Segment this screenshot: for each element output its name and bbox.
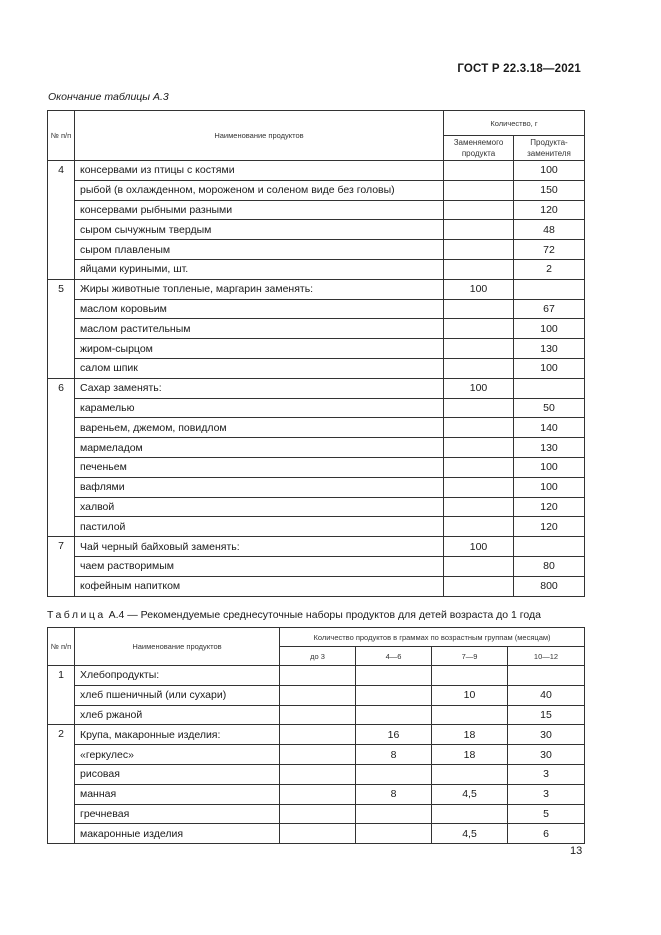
table-row [48,200,585,220]
replaced-quantity [444,259,514,279]
product-name: мармеладом [75,438,444,458]
substitute-quantity: 120 [514,517,585,537]
group-2-quantity [356,764,432,784]
replaced-quantity [444,477,514,497]
table-row [48,279,585,299]
group-2-quantity [356,705,432,725]
substitute-quantity: 120 [514,497,585,517]
group-3-quantity [432,666,508,686]
table-row [48,438,585,458]
row-number: 1 [48,666,75,725]
group-3-quantity: 4,5 [432,824,508,844]
replaced-quantity [444,556,514,576]
product-name: рисовая [75,764,280,784]
substitute-quantity: 120 [514,200,585,220]
header-quantity: Количество, г [444,111,585,136]
replaced-quantity [444,398,514,418]
substitute-quantity: 130 [514,339,585,359]
group-1-quantity [280,685,356,705]
table-row [48,666,585,686]
table2-caption-prefix: Таблица [47,609,106,621]
substitute-quantity [514,279,585,299]
table-row [48,804,585,824]
header2-group2: 4—6 [356,647,432,666]
table-row [48,378,585,398]
group-1-quantity [280,784,356,804]
header-replaced: Заменяемого продукта [444,136,514,161]
group-1-quantity [280,666,356,686]
replaced-quantity [444,438,514,458]
product-name: чаем растворимым [75,556,444,576]
group-2-quantity: 8 [356,745,432,765]
table-row [48,180,585,200]
product-name: яйцами куриными, шт. [75,259,444,279]
table-a4 [47,627,585,844]
table-row [48,576,585,596]
table-row [48,477,585,497]
substitute-quantity: 100 [514,319,585,339]
row-number: 7 [48,537,75,596]
product-name: гречневая [75,804,280,824]
table-row [48,705,585,725]
replaced-quantity [444,457,514,477]
group-4-quantity [508,666,585,686]
replaced-quantity: 100 [444,279,514,299]
header2-name: Наименование продуктов [75,628,280,666]
product-name: салом шпик [75,358,444,378]
group-2-quantity: 8 [356,784,432,804]
header-substitute: Продукта-заменителя [514,136,585,161]
substitute-quantity: 130 [514,438,585,458]
product-name: хлеб ржаной [75,705,280,725]
group-1-quantity [280,824,356,844]
product-name: Чай черный байховый заменять: [75,537,444,557]
group-1-quantity [280,745,356,765]
product-name: сыром плавленым [75,240,444,260]
substitute-quantity: 50 [514,398,585,418]
row-number: 5 [48,279,75,378]
group-4-quantity: 6 [508,824,585,844]
group-3-quantity: 4,5 [432,784,508,804]
group-2-quantity [356,685,432,705]
product-name: сыром сычужным твердым [75,220,444,240]
group-4-quantity: 3 [508,764,585,784]
replaced-quantity [444,180,514,200]
substitute-quantity: 150 [514,180,585,200]
table-row [48,497,585,517]
table-row [48,339,585,359]
replaced-quantity [444,319,514,339]
table-row [48,418,585,438]
row-number: 2 [48,725,75,844]
replaced-quantity [444,497,514,517]
replaced-quantity [444,576,514,596]
substitute-quantity [514,537,585,557]
header2-num: № п/п [48,628,75,666]
header-name: Наименование продуктов [75,111,444,161]
group-4-quantity: 30 [508,745,585,765]
replaced-quantity [444,299,514,319]
product-name: консервами из птицы с костями [75,161,444,181]
table-row [48,240,585,260]
standard-designation: ГОСТ Р 22.3.18—2021 [457,63,581,75]
table-row [48,725,585,745]
product-name: макаронные изделия [75,824,280,844]
product-name: карамелью [75,398,444,418]
table-row [48,824,585,844]
row-number: 4 [48,161,75,280]
group-2-quantity [356,804,432,824]
substitute-quantity: 100 [514,457,585,477]
row-number: 6 [48,378,75,536]
table-row [48,537,585,557]
substitute-quantity: 48 [514,220,585,240]
table-row [48,161,585,181]
group-3-quantity [432,804,508,824]
group-1-quantity [280,764,356,784]
table2-caption [47,609,541,621]
table2-caption-text: А.4 — Рекомендуемые среднесуточные наборы продуктов для детей возраста до 1 года [105,609,541,621]
product-name: Жиры животные топленые, маргарин заменять: [75,279,444,299]
group-4-quantity: 30 [508,725,585,745]
product-name: рыбой (в охлажденном, мороженом и соленом виде без головы) [75,180,444,200]
group-2-quantity [356,666,432,686]
group-1-quantity [280,725,356,745]
header2-group3: 7—9 [432,647,508,666]
group-1-quantity [280,705,356,725]
table-row [48,398,585,418]
table-row [48,685,585,705]
substitute-quantity: 100 [514,161,585,181]
replaced-quantity [444,240,514,260]
product-name: Сахар заменять: [75,378,444,398]
substitute-quantity: 72 [514,240,585,260]
replaced-quantity: 100 [444,378,514,398]
table-row [48,319,585,339]
replaced-quantity: 100 [444,537,514,557]
product-name: маслом растительным [75,319,444,339]
table-row [48,745,585,765]
replaced-quantity [444,339,514,359]
group-3-quantity: 18 [432,725,508,745]
substitute-quantity: 80 [514,556,585,576]
group-2-quantity [356,824,432,844]
replaced-quantity [444,418,514,438]
table-row [48,556,585,576]
product-name: консервами рыбными разными [75,200,444,220]
header2-quantity: Количество продуктов в граммах по возрастным группам (месяцам) [280,628,585,647]
product-name: Хлебопродукты: [75,666,280,686]
product-name: жиром-сырцом [75,339,444,359]
product-name: хлеб пшеничный (или сухари) [75,685,280,705]
table-row [48,358,585,378]
group-3-quantity [432,705,508,725]
product-name: манная [75,784,280,804]
product-name: халвой [75,497,444,517]
product-name: Крупа, макаронные изделия: [75,725,280,745]
table-a3-end [47,110,585,597]
table1-caption: Окончание таблицы А.3 [48,91,169,103]
product-name: вафлями [75,477,444,497]
table-row [48,784,585,804]
product-name: пастилой [75,517,444,537]
group-3-quantity: 18 [432,745,508,765]
product-name: маслом коровьим [75,299,444,319]
substitute-quantity: 140 [514,418,585,438]
group-4-quantity: 15 [508,705,585,725]
table-row [48,457,585,477]
header2-group1: до 3 [280,647,356,666]
replaced-quantity [444,220,514,240]
replaced-quantity [444,161,514,181]
header-num: № п/п [48,111,75,161]
group-4-quantity: 5 [508,804,585,824]
table-row [48,299,585,319]
product-name: вареньем, джемом, повидлом [75,418,444,438]
header2-group4: 10—12 [508,647,585,666]
substitute-quantity: 100 [514,358,585,378]
substitute-quantity: 2 [514,259,585,279]
group-3-quantity: 10 [432,685,508,705]
replaced-quantity [444,358,514,378]
group-2-quantity: 16 [356,725,432,745]
page-number: 13 [570,845,583,857]
group-1-quantity [280,804,356,824]
substitute-quantity: 100 [514,477,585,497]
group-3-quantity [432,764,508,784]
replaced-quantity [444,517,514,537]
group-4-quantity: 40 [508,685,585,705]
product-name: кофейным напитком [75,576,444,596]
table-row [48,764,585,784]
table-row [48,259,585,279]
substitute-quantity: 67 [514,299,585,319]
replaced-quantity [444,200,514,220]
product-name: «геркулес» [75,745,280,765]
group-4-quantity: 3 [508,784,585,804]
product-name: печеньем [75,457,444,477]
table-row [48,517,585,537]
substitute-quantity: 800 [514,576,585,596]
table-row [48,220,585,240]
substitute-quantity [514,378,585,398]
